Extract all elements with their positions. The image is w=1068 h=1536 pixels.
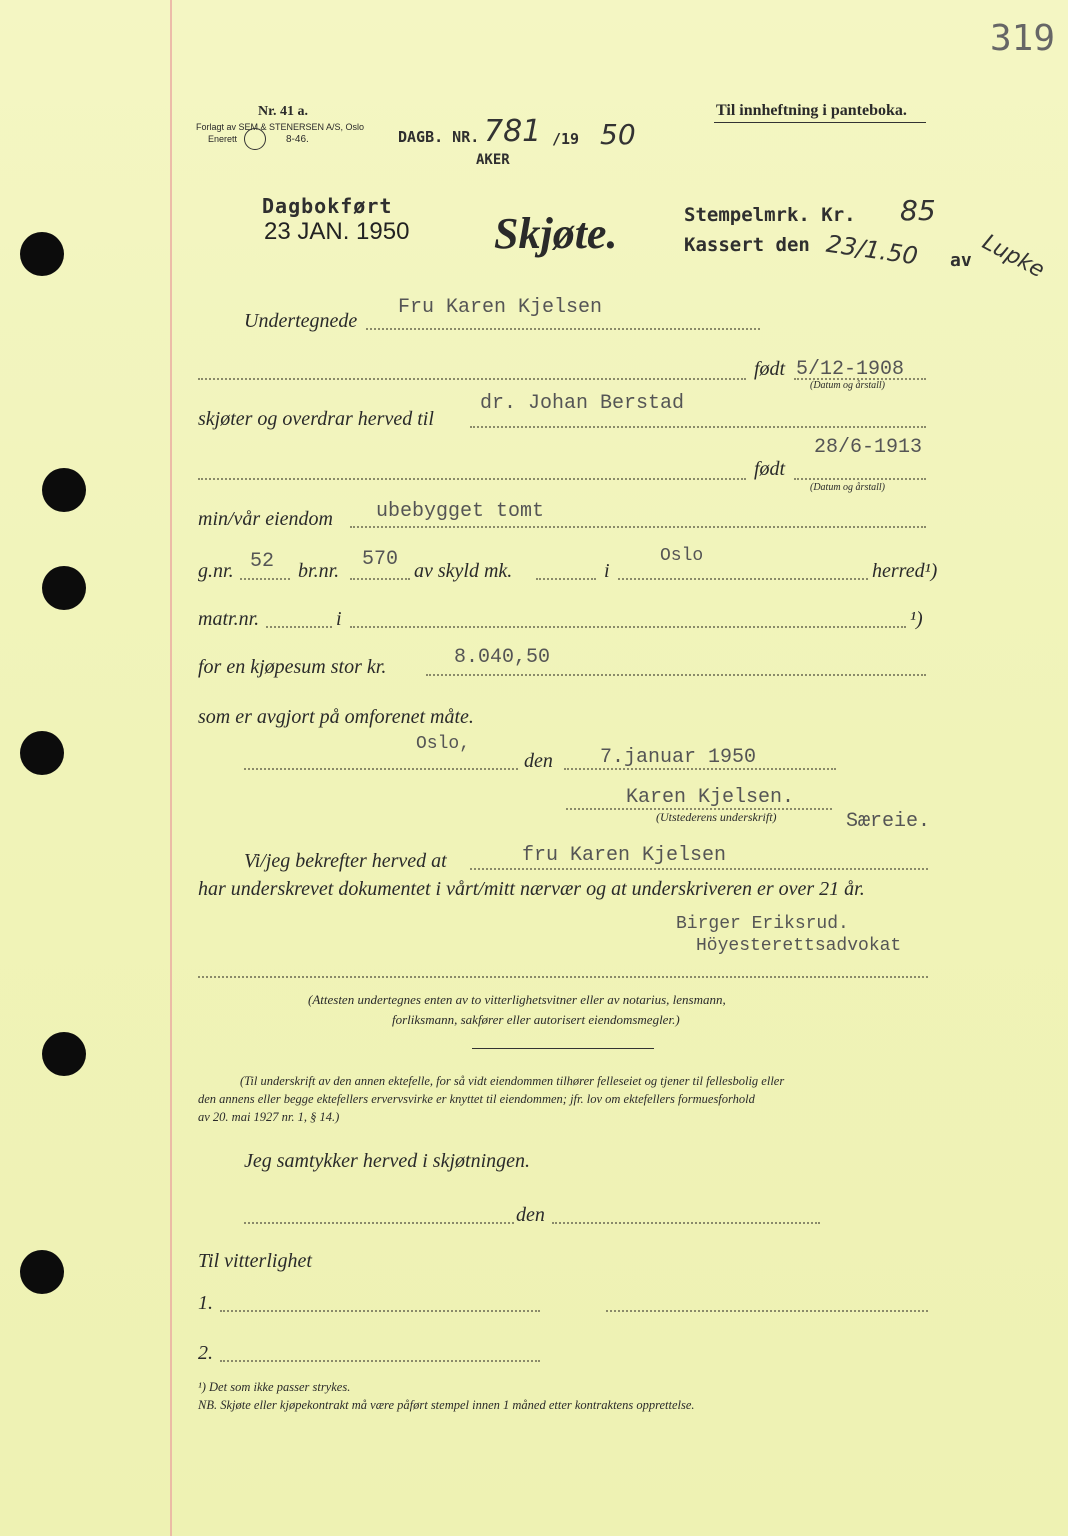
sign-date: 7.januar 1950 [600,746,757,769]
brnr-label: br.nr. [298,560,340,582]
publisher-logo [244,128,266,150]
sign-place-line [244,768,518,770]
witness-1-line-b [606,1310,928,1312]
stempelmerke-value: 85 [900,194,936,227]
property: ubebygget tomt [376,500,545,523]
spouse-note-3: av 20. mai 1927 nr. 1, § 14.) [198,1110,340,1124]
attest-note-1: (Attesten undertegnes enten av to vitterlighetsvitner eller av notarius, lensmann, [308,992,726,1007]
dagb-label: DAGB. NR. [398,128,480,146]
top-right-note: Til innheftning i panteboka. [716,102,907,119]
skyld-line [536,578,596,580]
page-number: 319 [990,18,1056,59]
attestor-name: Birger Eriksrud. [676,914,849,934]
gnr: 52 [250,550,275,573]
publisher-enerett: Enerett [208,134,238,144]
sign-place: Oslo, [416,734,471,754]
municipality: Oslo [660,546,704,566]
kassert-label: Kassert den [684,234,810,256]
witness-1-line-a [220,1310,540,1312]
buyer-born: 28/6-1913 [814,436,923,459]
matr-footnote: ¹) [910,608,923,630]
punch-hole [42,566,86,610]
brnr: 570 [362,548,399,571]
seller-name: Fru Karen Kjelsen [398,296,603,319]
form-number: Nr. 41 a. [258,104,309,119]
footnote-1: ¹) Det som ikke passer strykes. [198,1380,351,1394]
saereie: Særeie. [846,810,931,833]
punch-hole [20,1250,64,1294]
seller-born: 5/12-1908 [796,358,905,381]
consent-label: Jeg samtykker herved i skjøtningen. [244,1150,531,1172]
matr-line [266,626,332,628]
dagb-number: 781 [484,114,542,149]
kassert-value: 23/1.50 [824,229,920,271]
dagbokfort-stamp: Dagbokført [262,194,393,218]
min-var-label: min/vår eiendom [198,508,333,530]
datum-note: (Datum og årstall) [810,380,885,391]
publisher-date: 8-46. [286,134,309,145]
dagbokfort-date: 23 JAN. 1950 [264,218,410,245]
consent-den-label: den [516,1204,545,1226]
witness-confirm-line2: har underskrevet dokumentet i vårt/mitt nærvær og at underskriveren er over 21 år. [198,878,865,900]
undertegnede-label: Undertegnede [244,310,358,332]
price-line [426,674,926,676]
brnr-line [350,578,410,580]
footnote-2: NB. Skjøte eller kjøpekontrakt må være påført stempel innen 1 måned etter kontraktens opprettelse. [198,1398,695,1412]
spouse-note-1: (Til underskrift av den annen ektefelle, for så vidt eiendommen tilhører felleseiet og tjener til fellesbolig eller [240,1074,785,1088]
gnr-line [240,578,290,580]
attest-note-2: forliksmann, sakfører eller autorisert eiendomsmegler.) [392,1012,680,1027]
consent-date-line [552,1222,820,1224]
seller-fodt-label: født [754,358,786,380]
settled-label: som er avgjort på omforenet måte. [198,706,474,728]
i-label: i [604,560,610,582]
buyer-line [470,426,926,428]
issuer-signature: Karen Kjelsen. [626,786,795,809]
buyer-name: dr. Johan Berstad [480,392,685,415]
attestor-title: Höyesterettsadvokat [696,936,902,956]
witness-label: Til vitterlighet [198,1250,312,1272]
skyld-label: av skyld mk. [414,560,513,582]
witness-confirm-label: Vi/jeg bekrefter herved at [244,850,447,872]
kassert-signature: Lupke [978,229,1049,284]
buyer-fodt-label: født [754,458,786,480]
dagb-place: AKER [476,152,510,168]
margin-line [170,0,172,1536]
datum-note-2: (Datum og årstall) [810,482,885,493]
buyer-born-line [794,478,926,480]
municipality-line [618,578,868,580]
punch-hole [20,232,64,276]
matr-label: matr.nr. [198,608,260,630]
den-label: den [524,750,553,772]
price: 8.040,50 [454,646,551,669]
document-title: Skjøte. [494,209,618,258]
witness-2-line [220,1360,540,1362]
punch-hole [42,1032,86,1076]
attestor-line [198,976,928,978]
dagb-year-prefix: /19 [552,130,580,148]
top-right-underline [714,122,926,123]
witness-confirm-line [470,868,928,870]
witness-confirm-name: fru Karen Kjelsen [522,844,727,867]
issuer-sig-label: (Utstederens underskrift) [656,810,777,824]
punch-hole [42,468,86,512]
dagb-year: 50 [600,118,636,151]
matr-i-label: i [336,608,342,630]
stempelmerke-label: Stempelmrk. Kr. [684,204,856,226]
transfer-label: skjøter og overdrar herved til [198,408,434,430]
publisher-line: Forlagt av SEM & STENERSEN A/S, Oslo [196,122,365,132]
seller-born-line-left [198,378,746,380]
matr-i-line [350,626,906,628]
gnr-label: g.nr. [198,560,234,582]
buyer-born-line-left [198,478,746,480]
punch-hole [20,731,64,775]
consent-place-line [244,1222,514,1224]
price-label: for en kjøpesum stor kr. [198,656,387,678]
herred-label: herred¹) [872,560,938,582]
property-line [350,526,926,528]
kassert-sign-label: av [950,250,972,271]
seller-line [366,328,760,330]
separator-rule [472,1048,654,1049]
witness-2: 2. [198,1342,213,1364]
spouse-note-2: den annens eller begge ektefellers ervervsvirke er knyttet til eiendommen; jfr. lov om ektefellers formuesforhold [198,1092,755,1106]
witness-1: 1. [198,1292,213,1314]
